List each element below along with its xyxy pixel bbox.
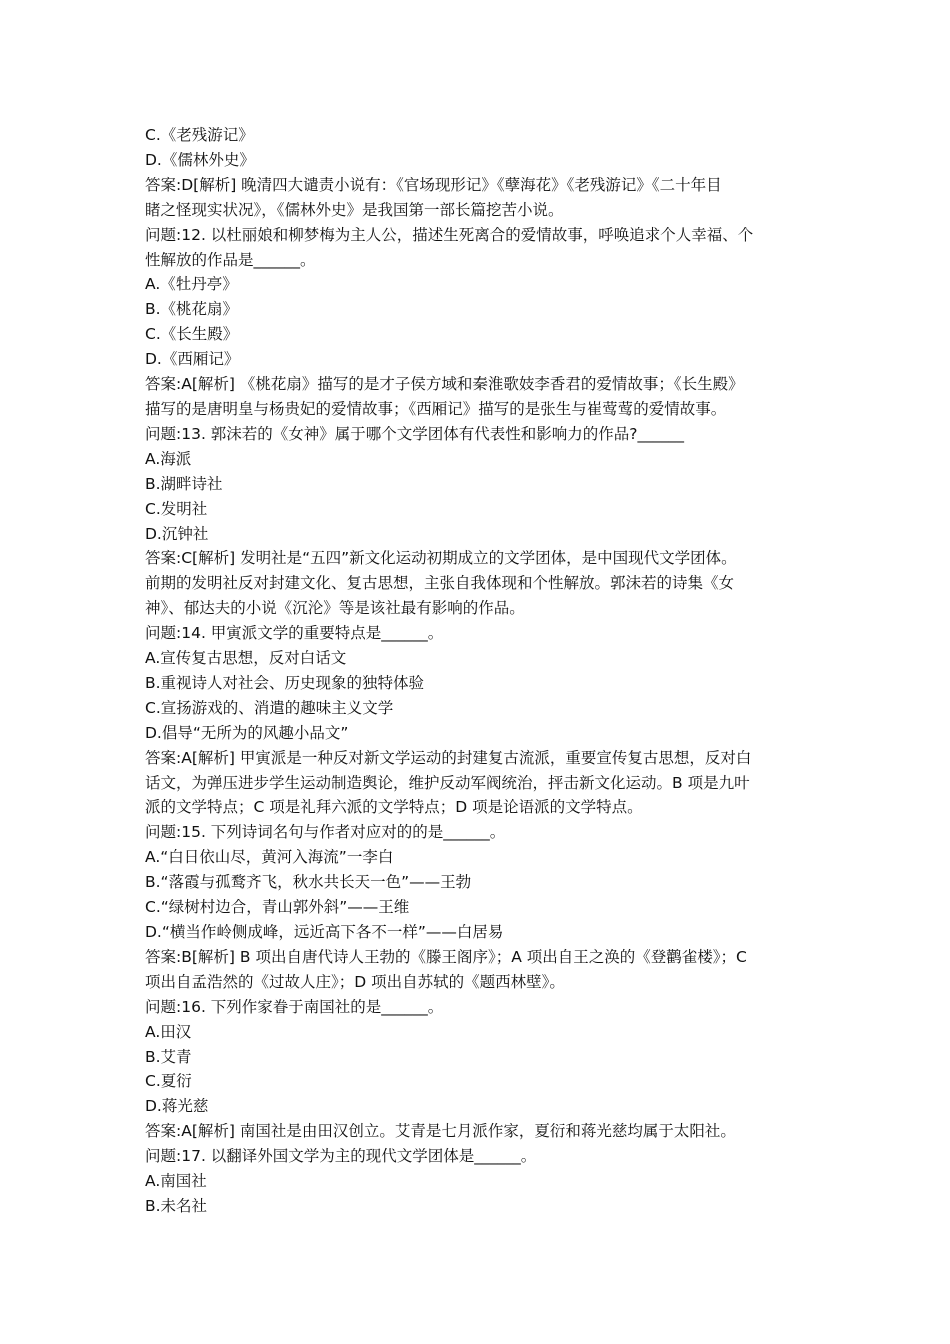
- question-16: 问题:16. 下列作家眷于南国社的是______。: [145, 997, 444, 1016]
- question-13: 问题:13. 郭沫若的《女神》属于哪个文学团体有代表性和影响力的作品?______: [145, 424, 685, 443]
- option-b-q12: B.《桃花扇》: [145, 300, 239, 319]
- answer-q14-cont-1: 话文，为弹压进步学生运动制造舆论，维护反动军阀统治，抨击新文化运动。B 项是九叶: [145, 773, 750, 792]
- answer-q13-cont-1: 前期的发明社反对封建文化、复古思想，主张自我体现和个性解放。郭沫若的诗集《女: [145, 574, 735, 593]
- option-b-q14: B.重视诗人对社会、历史现象的独特体验: [145, 673, 425, 692]
- option-d-q14: D.倡导“无所为的风趣小品文”: [145, 723, 349, 742]
- option-a-q15: A.“白日依山尽，黄河入海流”一李白: [145, 848, 394, 867]
- option-c-q16: C.夏衍: [145, 1072, 192, 1091]
- answer-q16: 答案:A[解析] 南国社是由田汉创立。艾青是七月派作家，夏衍和蒋光慈均属于太阳社。: [145, 1122, 736, 1141]
- option-a-q16: A.田汉: [145, 1022, 192, 1041]
- option-a-q12: A.《牡丹亭》: [145, 275, 238, 294]
- answer-q11-cont: 睹之怪现实状况》，《儒林外史》是我国第一部长篇挖苦小说。: [145, 200, 564, 219]
- answer-q12: 答案:A[解析] 《桃花扇》描写的是才子侯方域和秦淮歌妓李香君的爱情故事；《长生殿》: [145, 375, 744, 394]
- option-a-q17: A.南国社: [145, 1172, 207, 1191]
- answer-q13-cont-2: 神》、郁达夫的小说《沉沦》等是该社最有影响的作品。: [145, 599, 525, 618]
- option-d-q12: D.《西厢记》: [145, 350, 240, 369]
- option-b-q16: B.艾青: [145, 1047, 192, 1066]
- option-a-q13: A.海派: [145, 449, 192, 468]
- option-b-q17: B.未名社: [145, 1196, 208, 1215]
- answer-q14: 答案:A[解析] 甲寅派是一种反对新文学运动的封建复古流派，重要宣传复古思想，反对白: [145, 748, 752, 767]
- option-d-q16: D.蒋光慈: [145, 1097, 209, 1116]
- answer-q11: 答案:D[解析] 晚清四大谴责小说有：《官场现形记》《孽海花》《老残游记》《二十年目: [145, 175, 722, 194]
- question-12: 问题:12. 以杜丽娘和柳梦梅为主人公，描述生死离合的爱情故事，呼唤追求个人幸福、个: [145, 225, 754, 244]
- option-b-q15: B.“落霞与孤鹜齐飞，秋水共长天一色”——王勃: [145, 873, 472, 892]
- question-17: 问题:17. 以翻译外国文学为主的现代文学团体是______。: [145, 1147, 537, 1166]
- option-d-q11: D.《儒林外史》: [145, 150, 255, 169]
- option-c-q14: C.宣扬游戏的、消遣的趣味主义文学: [145, 698, 394, 717]
- answer-q15: 答案:B[解析] B 项出自唐代诗人王勃的《滕王阁序》；A 项出自王之涣的《登鹳雀楼》；C: [145, 947, 747, 966]
- option-c-q13: C.发明社: [145, 499, 208, 518]
- option-d-q15: D.“横当作岭侧成峰，远近高下各不一样”——白居易: [145, 923, 504, 941]
- answer-q13: 答案:C[解析] 发明社是“五四”新文化运动初期成立的文学团体，是中国现代文学团体。: [145, 549, 737, 568]
- answer-q14-cont-2: 派的文学特点；C 项是礼拜六派的文学特点；D 项是论语派的文学特点。: [145, 798, 643, 817]
- option-b-q13: B.湖畔诗社: [145, 474, 223, 493]
- option-d-q13: D.沉钟社: [145, 524, 209, 543]
- question-12-cont: 性解放的作品是______。: [145, 250, 316, 269]
- question-15: 问题:15. 下列诗词名句与作者对应对的的是______。: [145, 823, 506, 842]
- option-a-q14: A.宣传复古思想，反对白话文: [145, 649, 347, 668]
- option-c-q15: C.“绿树村边合，青山郭外斜”——王维: [145, 898, 410, 917]
- question-14: 问题:14. 甲寅派文学的重要特点是______。: [145, 624, 444, 643]
- option-c-q11: C.《老残游记》: [145, 126, 254, 144]
- option-c-q12: C.《长生殿》: [145, 325, 239, 344]
- answer-q15-cont: 项出自孟浩然的《过故人庄》；D 项出自苏轼的《题西林壁》。: [145, 972, 565, 991]
- answer-q12-cont: 描写的是唐明皇与杨贵妃的爱情故事；《西厢记》描写的是张生与崔莺莺的爱情故事。: [145, 399, 727, 418]
